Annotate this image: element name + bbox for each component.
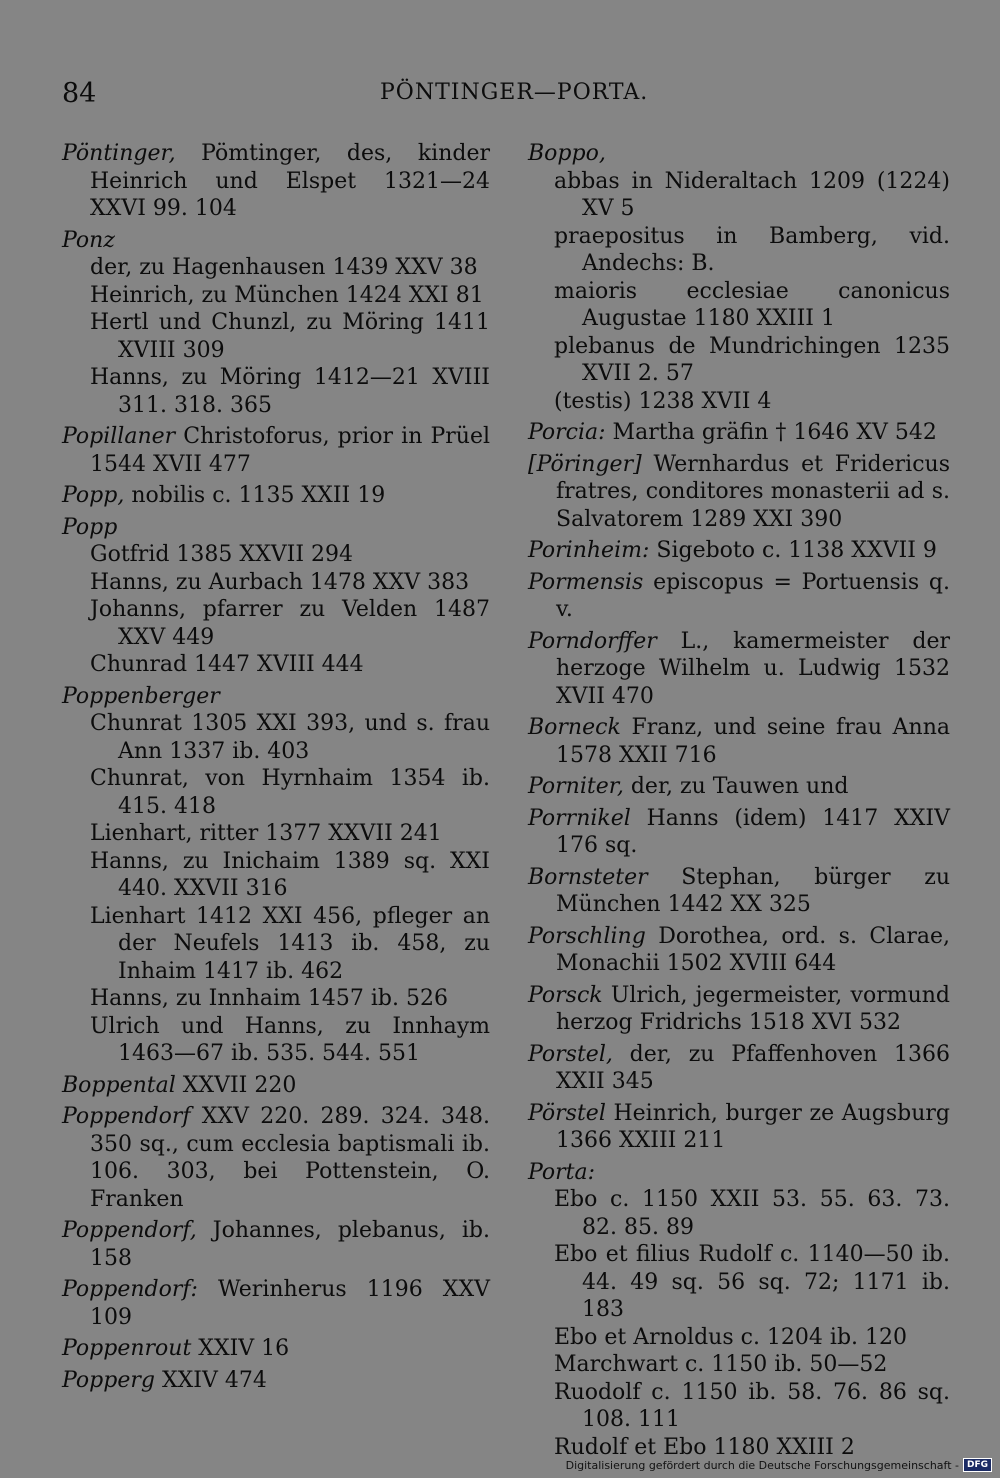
index-entry <box>62 1276 490 1331</box>
entry-text: Martha gräfin † 1646 XV 542 <box>605 420 937 445</box>
entry-text: Chunrat 1305 XXI 393, und s. frau Ann 1337 ib. 403 <box>90 711 490 764</box>
entry-text: Johanns, pfarrer zu Velden 1487 XXV 449 <box>90 597 490 650</box>
index-entry <box>528 537 950 565</box>
entry-text: plebanus de Mundrichingen 1235 XVII 2. 57 <box>554 333 950 386</box>
index-entry <box>528 1041 950 1096</box>
entry-headword: Porta: <box>528 1159 596 1185</box>
index-entry <box>528 1186 950 1241</box>
entry-text: Lienhart, ritter 1377 XXVII 241 <box>90 821 442 846</box>
entry-headword: Poppendorf, <box>62 1218 197 1243</box>
index-entry <box>62 985 490 1013</box>
index-entry <box>62 254 490 282</box>
entry-headword: Poppendorf: <box>62 1277 198 1302</box>
entry-text: Ebo et Arnoldus c. 1204 ib. 120 <box>554 1324 908 1350</box>
entry-headword: Poppendorf <box>62 1104 191 1129</box>
entry-text: Rudolf et Ebo 1180 XXIII 2 <box>554 1434 855 1460</box>
entry-text: Chunrat, von Hyrnhaim 1354 ib. 415. 418 <box>90 766 490 819</box>
index-entry <box>62 651 490 679</box>
index-entry <box>528 333 950 388</box>
index-entry <box>528 168 950 223</box>
index-entry <box>62 227 490 255</box>
entry-text: (testis) 1238 XVII 4 <box>554 388 772 414</box>
index-entry <box>62 903 490 986</box>
index-entry <box>528 451 950 534</box>
entry-text: Heinrich, burger ze Augsburg 1366 XXIII 211 <box>556 1100 950 1153</box>
entry-text: Johannes, plebanus, ib. 158 <box>90 1218 490 1271</box>
entry-text: Marchwart c. 1150 ib. 50—52 <box>554 1352 888 1377</box>
entry-text: Ruodolf c. 1150 ib. 58. 76. 86 sq. 108. 111 <box>554 1379 950 1432</box>
entry-text: Ulrich, jegermeister, vormund herzog Fridrichs 1518 XVI 532 <box>556 982 950 1035</box>
index-entry <box>528 1434 950 1462</box>
entry-text: Dorothea, ord. s. Clarae, Monachii 1502 XVIII 644 <box>556 923 950 976</box>
entry-text: XXV 220. 289. 324. 348. 350 sq., cum ecclesia baptismali ib. 106. 303, bei Pottenstein, O. Franken <box>90 1104 490 1212</box>
entry-text: abbas in Nideraltach 1209 (1224) XV 5 <box>554 168 950 221</box>
entry-headword: Porrnikel <box>528 805 631 831</box>
entry-headword: Ponz <box>62 227 115 253</box>
entry-text: XXVII 220 <box>175 1072 297 1098</box>
index-entry <box>62 596 490 651</box>
entry-text: Franz, und seine frau Anna 1578 XXII 716 <box>556 715 950 768</box>
footer-credit: Digitalisierung gefördert durch die Deutsche Forschungsgemeinschaft - <box>565 1458 959 1472</box>
entry-headword: Popp, <box>62 483 125 508</box>
left-column <box>62 140 490 1394</box>
index-entry <box>62 364 490 419</box>
entry-text: der, zu Tauwen und <box>623 774 849 799</box>
entry-text: Sigeboto c. 1138 XXVII 9 <box>649 538 937 563</box>
index-entry <box>62 683 490 711</box>
index-entry <box>62 514 490 542</box>
entry-text: XXIV 16 <box>191 1336 290 1361</box>
index-entry <box>528 278 950 333</box>
entry-headword: Porniter, <box>528 774 624 799</box>
index-entry <box>528 1100 950 1155</box>
index-entry <box>62 541 490 569</box>
right-column <box>528 140 950 1461</box>
footer <box>566 1458 992 1472</box>
entry-text: Ebo c. 1150 XXII 53. 55. 63. 73. 82. 85. 89 <box>554 1187 950 1240</box>
entry-text: Hanns, zu Inichaim 1389 sq. XXI 440. XXVII 316 <box>90 848 490 901</box>
entry-text: Wernhardus et Fridericus fratres, conditores monasterii ad s. Salvatorem 1289 XXI 390 <box>556 451 950 532</box>
entry-headword: Porsck <box>528 982 603 1008</box>
index-entry <box>528 140 950 168</box>
index-entry <box>62 1217 490 1272</box>
index-entry <box>62 710 490 765</box>
entry-text: episcopus = Portuensis q. v. <box>556 569 950 622</box>
index-entry <box>62 1103 490 1213</box>
entry-text: Stephan, bürger zu München 1442 XX 325 <box>556 864 950 917</box>
index-entry <box>528 569 950 624</box>
entry-text: Lienhart 1412 XXI 456, pfleger an der Neufels 1413 ib. 458, zu Inhaim 1417 ib. 462 <box>90 903 490 984</box>
index-entry <box>528 864 950 919</box>
index-entry <box>528 388 950 416</box>
entry-headword: Porndorffer <box>528 628 657 654</box>
page-number: 84 <box>62 78 97 109</box>
index-entry <box>62 1072 490 1100</box>
entry-text: Christoforus, prior in Prüel 1544 XVII 477 <box>90 424 490 477</box>
entry-text: Chunrad 1447 XVIII 444 <box>90 652 364 677</box>
entry-headword: Poppenberger <box>62 683 220 709</box>
index-entry <box>528 1159 950 1187</box>
index-entry <box>528 773 950 801</box>
entry-headword: Popperg <box>62 1367 155 1393</box>
entry-text: XXIV 474 <box>154 1367 267 1393</box>
index-entry <box>62 309 490 364</box>
entry-headword: Boppo, <box>528 141 606 166</box>
entry-text: der, zu Hagenhausen 1439 XXV 38 <box>90 255 478 280</box>
index-entry <box>528 982 950 1037</box>
entry-headword: Porstel, <box>528 1041 613 1067</box>
entry-text: Ulrich und Hanns, zu Innhaym 1463—67 ib. 535. 544. 551 <box>90 1013 490 1066</box>
entry-text: der, zu Pfaffenhoven 1366 XXII 345 <box>556 1041 950 1094</box>
index-entry <box>62 482 490 510</box>
dfg-logo: DFG <box>963 1458 992 1472</box>
entry-text: Pömtinger, des, kinder Heinrich und Elspet 1321—24 XXVI 99. 104 <box>90 141 490 221</box>
entry-headword: Pormensis <box>528 569 644 595</box>
entry-headword: Porcia: <box>528 420 606 445</box>
entry-headword: Porinheim: <box>528 538 650 563</box>
index-entry <box>62 282 490 310</box>
index-entry <box>62 848 490 903</box>
entry-text: Hanns, zu Aurbach 1478 XXV 383 <box>90 569 470 595</box>
index-entry <box>62 1367 490 1395</box>
entry-headword: Pörstel <box>528 1100 606 1126</box>
entry-text: praepositus in Bamberg, vid. Andechs: B. <box>554 223 950 276</box>
index-entry <box>528 1324 950 1352</box>
index-entry <box>528 419 950 447</box>
index-entry <box>62 765 490 820</box>
entry-text: L., kamermeister der herzoge Wilhelm u. Ludwig 1532 XVII 470 <box>556 628 950 709</box>
index-entry <box>62 423 490 478</box>
entry-text: Hanns, zu Innhaim 1457 ib. 526 <box>90 986 448 1011</box>
index-entry <box>528 1241 950 1324</box>
entry-headword: Popp <box>62 514 118 540</box>
entry-text: Werinherus 1196 XXV 109 <box>90 1277 490 1330</box>
index-entry <box>528 805 950 860</box>
entry-text: Hertl und Chunzl, zu Möring 1411 XVIII 309 <box>90 310 490 363</box>
entry-text: nobilis c. 1135 XXII 19 <box>124 483 386 508</box>
entry-headword: [Pöringer] <box>528 451 642 477</box>
entry-headword: Bornsteter <box>528 864 648 890</box>
index-entry <box>528 223 950 278</box>
entry-headword: Popillaner <box>62 424 176 449</box>
entry-text: Ebo et filius Rudolf c. 1140—50 ib. 44. 49 sq. 56 sq. 72; 1171 ib. 183 <box>554 1242 950 1322</box>
entry-headword: Boppental <box>62 1072 176 1098</box>
index-entry <box>62 140 490 223</box>
entry-headword: Porschling <box>528 923 646 949</box>
index-entry <box>62 1335 490 1363</box>
entry-text: Heinrich, zu München 1424 XXI 81 <box>90 282 484 308</box>
index-entry <box>528 628 950 711</box>
index-entry <box>528 1351 950 1379</box>
index-entry <box>62 1013 490 1068</box>
entry-headword: Pöntinger, <box>62 141 176 166</box>
index-entry <box>62 820 490 848</box>
entry-headword: Borneck <box>528 715 621 740</box>
index-entry <box>62 569 490 597</box>
entry-text: Hanns, zu Möring 1412—21 XVIII 311. 318. 365 <box>90 365 490 418</box>
running-head: PÖNTINGER—PORTA. <box>380 80 649 105</box>
index-entry <box>528 1379 950 1434</box>
index-entry <box>528 714 950 769</box>
index-entry <box>528 923 950 978</box>
entry-text: Gotfrid 1385 XXVII 294 <box>90 542 353 567</box>
entry-headword: Poppenrout <box>62 1336 192 1361</box>
entry-text: Hanns (idem) 1417 XXIV 176 sq. <box>556 805 950 858</box>
entry-text: maioris ecclesiae canonicus Augustae 1180 XXIII 1 <box>554 278 950 331</box>
